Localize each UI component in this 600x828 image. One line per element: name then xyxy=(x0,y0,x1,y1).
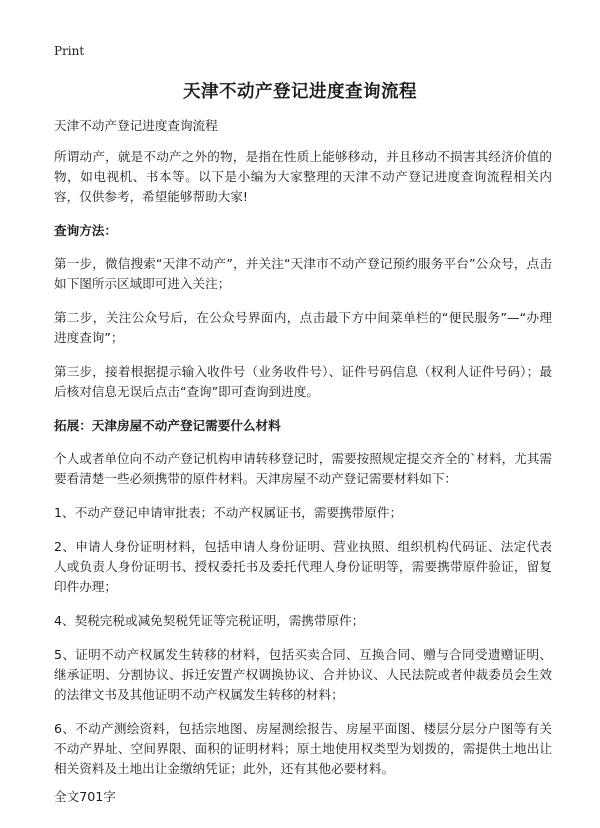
material-item: 4、契税完税或减免契税凭证等完税证明，需携带原件； xyxy=(54,613,365,628)
step-paragraph: 第二步，关注公众号后，在公众号界面内，点击最下方中间菜单栏的“便民服务”—“办理进度查询”； xyxy=(54,310,552,345)
material-item: 6、不动产测绘资料，包括宗地图、房屋测绘报告、房屋平面图、楼层分层分户图等有关不动产界址、空间界限、面积的证明材料；原土地使用权类型为划拨的，需提供土地出让相关资料及土地出让金缴纳凭证；此外，还有其他必要材料。 xyxy=(54,721,552,776)
step-paragraph: 第三步，接着根据提示输入收件号（业务收件号）、证件号码信息（权利人证件号码）；最后核对信息无误后点击“查询”即可查询到进度。 xyxy=(54,364,552,399)
section-heading-extension: 拓展：天津房屋不动产登记需要什么材料 xyxy=(54,418,281,433)
material-item: 5、证明不动产权属发生转移的材料，包括买卖合同、互换合同、赠与合同受遗赠证明、继承证明、分割协议、拆迁安置产权调换协议、合并协议、人民法院或者仲裁委员会生效的法律文书及其他证明不动产权属发生转移的材料； xyxy=(54,647,552,702)
intro-paragraph: 所谓动产，就是不动产之外的物，是指在性质上能够移动，并且移动不损害其经济价值的物，如电视机、书本等。以下是小编为大家整理的天津不动产登记进度查询流程相关内容，仅供参考，希望能够帮助大家! xyxy=(54,149,552,204)
print-link[interactable]: Print xyxy=(54,44,85,58)
document-body xyxy=(54,116,552,807)
step-paragraph: 第一步，微信搜索“天津不动产”，并关注“天津市不动产登记预约服务平台”公众号，点击如下图所示区域即可进入关注； xyxy=(54,256,552,291)
document-title: 天津不动产登记进度查询流程 xyxy=(183,82,417,102)
word-count: 全文701字 xyxy=(54,789,116,804)
document-subtitle: 天津不动产登记进度查询流程 xyxy=(54,118,218,133)
section-heading-query-method: 查询方法： xyxy=(54,223,117,238)
materials-intro-paragraph: 个人或者单位向不动产登记机构申请转移登记时，需要按照规定提交齐全的`材料，尤其需要看清楚一些必须携带的原件材料。天津房屋不动产登记需要材料如下： xyxy=(54,451,552,486)
material-item: 1、不动产登记申请审批表；不动产权属证书，需要携带原件； xyxy=(54,505,403,520)
material-item: 2、申请人身份证明材料，包括申请人身份证明、营业执照、组织机构代码证、法定代表人或负责人身份证明书、授权委托书及委托代理人身份证明等，需要携带原件验证，留复印件办理； xyxy=(54,539,552,594)
